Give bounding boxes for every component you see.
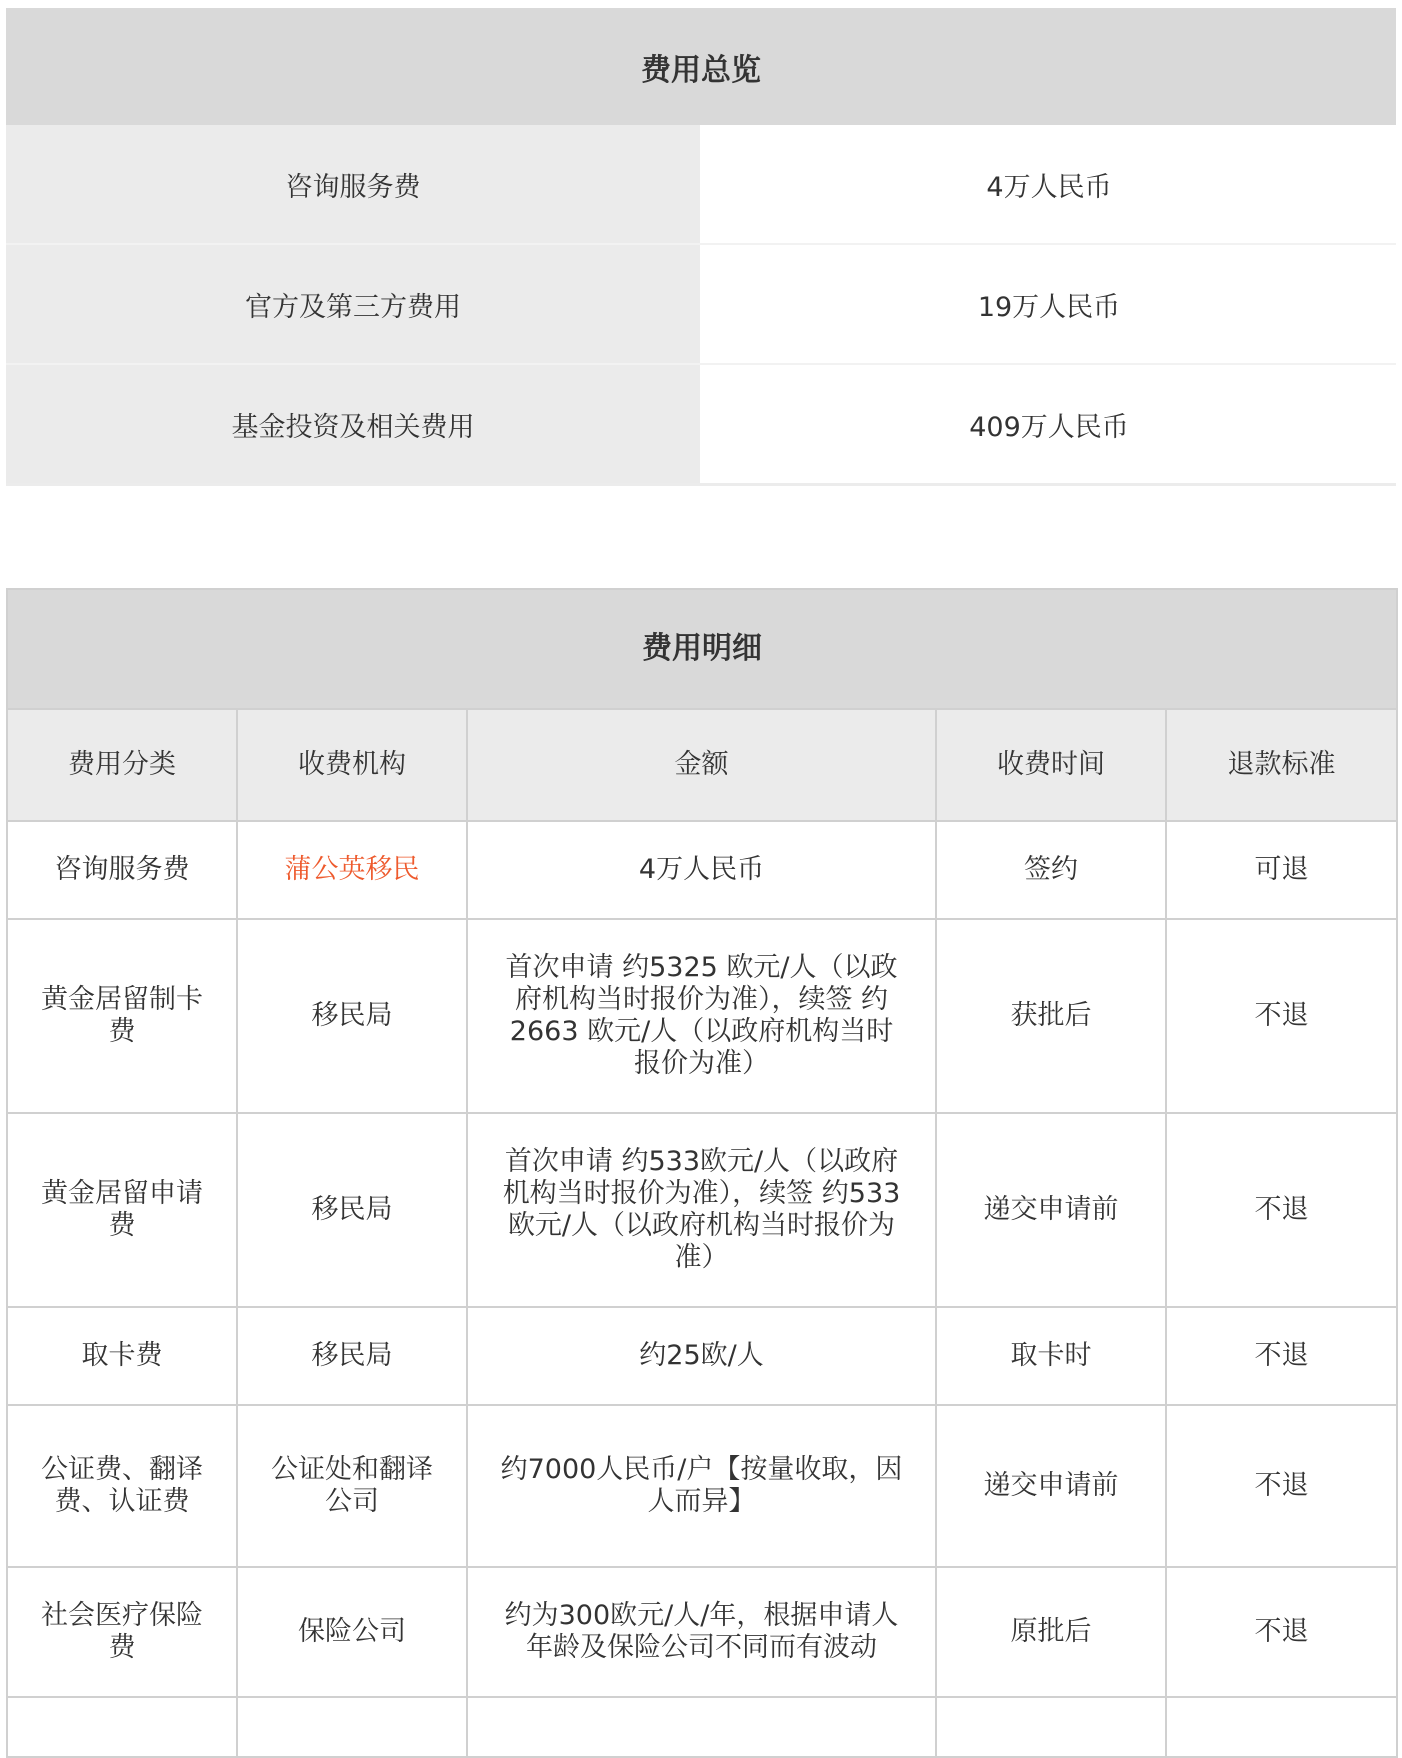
cell-category (7, 821, 237, 919)
cell-amount (467, 1405, 936, 1567)
cell-category (7, 1567, 237, 1697)
cell-org (237, 1567, 467, 1697)
cell-amount (467, 821, 936, 919)
org-text: 移民局 (311, 1194, 393, 1225)
cell-org (237, 1697, 467, 1757)
amount-text: 约25欧/人 (639, 1340, 764, 1371)
overview-label: 官方及第三方费用 (6, 244, 701, 364)
table-row (7, 821, 1397, 919)
cell-org (237, 1113, 467, 1307)
org-text: 移民局 (311, 1340, 393, 1371)
cell-refund (1166, 919, 1397, 1113)
org-text: 移民局 (311, 1000, 393, 1031)
category-text: 社会医疗保险费 (41, 1600, 203, 1663)
time-text: 原批后 (1010, 1616, 1092, 1647)
cell-refund (1166, 821, 1397, 919)
table-row (7, 1567, 1397, 1697)
table-row (7, 1113, 1397, 1307)
fee-detail-table (6, 588, 1398, 1758)
org-text: 保险公司 (298, 1616, 406, 1647)
cell-time (936, 1405, 1166, 1567)
time-text: 递交申请前 (983, 1470, 1119, 1501)
cell-time (936, 1307, 1166, 1405)
detail-title: 费用明细 (7, 589, 1397, 709)
org-text: 公证处和翻译公司 (271, 1454, 433, 1517)
overview-row (6, 125, 1396, 244)
cell-refund (1166, 1113, 1397, 1307)
cell-refund (1166, 1697, 1397, 1757)
cell-amount (467, 1567, 936, 1697)
overview-value: 409万人民币 (701, 364, 1396, 485)
time-text: 签约 (1024, 854, 1078, 885)
category-text: 公证费、翻译费、认证费 (41, 1454, 203, 1517)
amount-text: 首次申请 约533欧元/人（以政府机构当时报价为准），续签 约533欧元/人（以政府机构当时报价为准） (502, 1146, 901, 1273)
cell-refund (1166, 1567, 1397, 1697)
refund-text: 不退 (1254, 1616, 1309, 1647)
org-link[interactable]: 蒲公英移民 (284, 854, 420, 885)
overview-value: 4万人民币 (701, 125, 1396, 244)
refund-text: 不退 (1254, 1470, 1309, 1501)
cell-refund (1166, 1307, 1397, 1405)
category-text: 咨询服务费 (54, 854, 190, 885)
table-row (7, 1405, 1397, 1567)
time-text: 取卡时 (1010, 1340, 1092, 1371)
cell-category (7, 1405, 237, 1567)
cell-category (7, 1697, 237, 1757)
amount-text: 约为300欧元/人/年，根据申请人年龄及保险公司不同而有波动 (504, 1600, 899, 1663)
header-amount: 金额 (467, 709, 936, 821)
amount-text: 首次申请 约5325 欧元/人（以政府机构当时报价为准），续签 约2663 欧元/人（以政府机构当时报价为准） (505, 952, 898, 1079)
refund-text: 不退 (1254, 1000, 1309, 1031)
cell-org (237, 919, 467, 1113)
cell-category (7, 1307, 237, 1405)
cell-org (237, 1405, 467, 1567)
table-row (7, 1307, 1397, 1405)
header-org: 收费机构 (237, 709, 467, 821)
cell-amount (467, 919, 936, 1113)
refund-text: 不退 (1254, 1194, 1309, 1225)
cell-category (7, 919, 237, 1113)
cell-time (936, 1567, 1166, 1697)
refund-text: 可退 (1254, 854, 1309, 885)
category-text: 取卡费 (81, 1340, 163, 1371)
cell-category (7, 1113, 237, 1307)
category-text: 黄金居留制卡费 (41, 984, 203, 1047)
cell-time (936, 1697, 1166, 1757)
header-category: 费用分类 (7, 709, 237, 821)
amount-text: 约7000人民币/户【按量收取，因人而异】 (500, 1454, 903, 1517)
header-time: 收费时间 (936, 709, 1166, 821)
cell-time (936, 919, 1166, 1113)
time-text: 获批后 (1010, 1000, 1092, 1031)
cell-time (936, 821, 1166, 919)
cell-org (237, 821, 467, 919)
amount-text: 4万人民币 (638, 854, 765, 885)
overview-label: 基金投资及相关费用 (6, 364, 701, 485)
cell-refund (1166, 1405, 1397, 1567)
overview-value: 19万人民币 (701, 244, 1396, 364)
fee-overview-table (6, 8, 1396, 486)
table-row (7, 1697, 1397, 1757)
cell-amount (467, 1307, 936, 1405)
header-refund: 退款标准 (1166, 709, 1397, 821)
time-text: 递交申请前 (983, 1194, 1119, 1225)
detail-header-row (7, 709, 1397, 821)
overview-row (6, 364, 1396, 485)
table-row (7, 919, 1397, 1113)
cell-org (237, 1307, 467, 1405)
cell-amount (467, 1697, 936, 1757)
category-text: 黄金居留申请费 (41, 1178, 203, 1241)
overview-row (6, 244, 1396, 364)
overview-label: 咨询服务费 (6, 125, 701, 244)
overview-title: 费用总览 (6, 8, 1396, 125)
cell-time (936, 1113, 1166, 1307)
refund-text: 不退 (1254, 1340, 1309, 1371)
cell-amount (467, 1113, 936, 1307)
